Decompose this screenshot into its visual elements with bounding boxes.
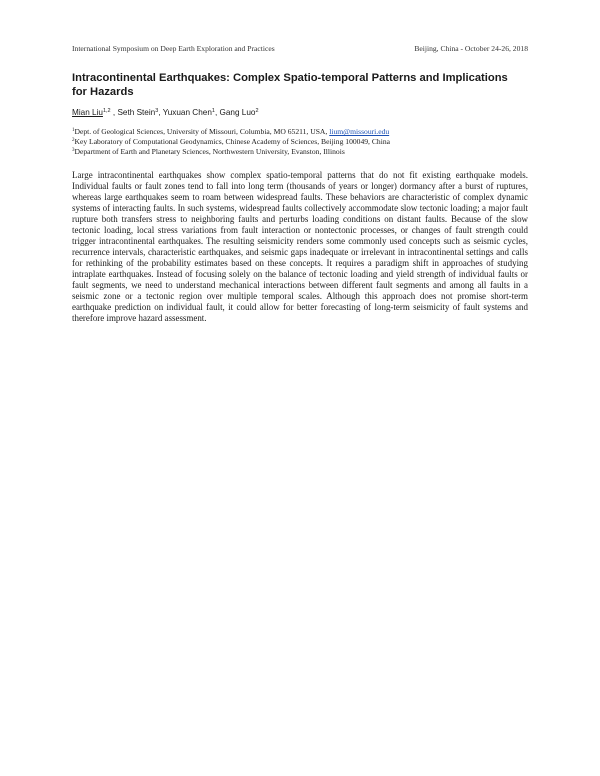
affiliation-text: Department of Earth and Planetary Sciences, Northwestern University, Evanston, Illinois (74, 147, 345, 157)
affiliation-item (72, 127, 528, 137)
author-affiliation-mark: 2 (255, 108, 259, 114)
abstract-text: Large intracontinental earthquakes show complex spatio-temporal patterns that do not fit existing earthquake models. Individual faults or fault zones tend to fall into long term (thousands of years or longer) dormancy after a burst of ruptures, whereas large earthquakes seem to roam between widespread faults. These behaviors are characteristic of complex dynamic systems of interacting faults. In such systems, widespread faults collectively accommodate slow tectonic loading; a major fault rupture both transfers stress to neighboring faults and perturbs loading conditions on distant faults. Because of the slow tectonic loading, local stress variations from fault interaction or nontectonic processes, or changes of fault strength could trigger intracontinental earthquakes. The resulting seismicity renders some commonly used concepts such as seismic cycles, recurrence intervals, characteristic earthquakes, and seismic gaps inadequate or irrelevant in intracontinental settings and calls for rethinking of the probability estimates based on these concepts. It requires a paradigm shift in approaches of studying intraplate earthquakes. Instead of focusing solely on the balance of tectonic loading and yield strength of individual faults or fault segments, we need to understand mechanical interactions between different fault segments and among all faults in a seismic zone or a tectonic region over multiple temporal scales. Although this approach does not promise short-term earthquake prediction on individual fault, it could allow for better forecasting of long-term seismicity of fault systems and therefore improve hazard assessment. (72, 170, 528, 323)
affiliation-text: Dept. of Geological Sciences, University of Missouri, Columbia, MO 65211, USA, (74, 127, 330, 136)
running-header (72, 44, 528, 56)
affiliation-number: 1 (72, 128, 75, 133)
author-affiliation-mark: 3 (155, 108, 159, 114)
author-separator: , (214, 108, 220, 117)
author-email-link[interactable]: lium@missouri.edu (329, 127, 390, 136)
conference-location-date: Beijing, China - October 24-26, 2018 (414, 44, 528, 53)
conference-name: International Symposium on Deep Earth Exploration and Practices (72, 44, 275, 53)
affiliation-item (72, 147, 528, 157)
affiliation-number: 3 (72, 148, 75, 154)
author-name: Seth Stein (117, 108, 156, 117)
affiliation-number: 2 (72, 138, 75, 144)
author-name: Yuxuan Chen (162, 108, 212, 117)
author-separator: , (112, 108, 118, 117)
author-name: Gang Luo (219, 108, 256, 117)
author-affiliation-mark: 1,2 (102, 108, 111, 114)
author-separator: , (158, 108, 163, 117)
author-name[interactable]: Mian Liu (72, 108, 103, 117)
paper-title: Intracontinental Earthquakes: Complex Spatio-temporal Patterns and Implications for Hazards (72, 72, 508, 98)
author-affiliation-mark: 1 (211, 108, 215, 114)
affiliation-list (72, 127, 528, 158)
affiliation-item (72, 137, 528, 147)
affiliation-text: Key Laboratory of Computational Geodynamics, Chinese Academy of Sciences, Beijing 100049, China (74, 137, 390, 147)
author-list (72, 107, 528, 118)
